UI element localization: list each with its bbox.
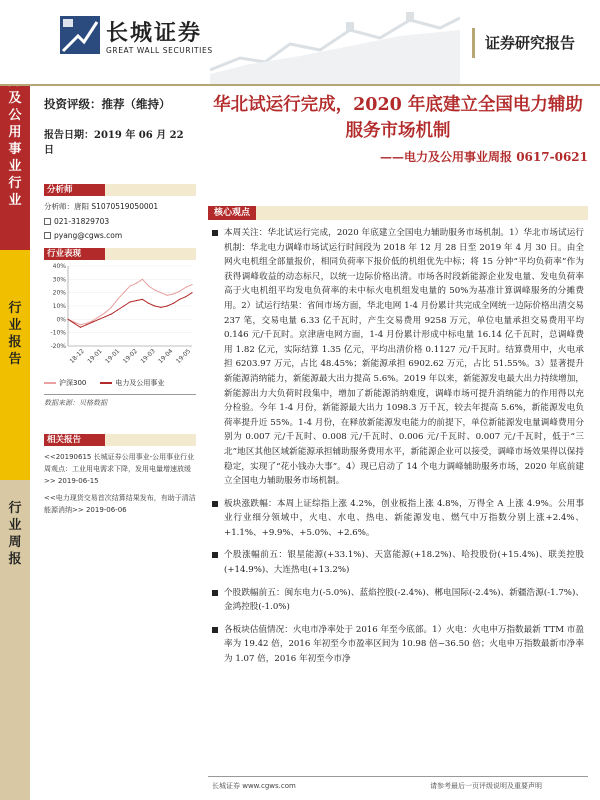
report-subtitle: ——电力及公用事业周报 0617-0621 xyxy=(380,150,588,164)
related-report-link[interactable]: <<20190615 长城证券公用事业-公用事业行业周观点：工业用电需求下降，发用电量增速放缓>> 2019-06-15 xyxy=(44,453,195,485)
y-tick-label: -20% xyxy=(50,343,66,350)
data-point xyxy=(123,292,124,293)
x-tick-label: 19-01 xyxy=(103,347,122,365)
data-point xyxy=(136,283,137,284)
data-point xyxy=(117,309,118,310)
band-char: 行 xyxy=(8,501,22,516)
y-tick-label: 40% xyxy=(52,263,66,270)
paragraph-top-gainers xyxy=(212,548,584,577)
great-wall-illustration xyxy=(210,0,460,84)
band-report-label xyxy=(0,300,30,368)
sidebar xyxy=(44,92,196,516)
analyst-section-header: 分析师 xyxy=(44,184,196,196)
data-point xyxy=(111,307,112,308)
data-point xyxy=(160,292,161,293)
footer-disclaimer: 请参考最后一页评级说明及重要声明 xyxy=(430,782,542,790)
data-point xyxy=(98,316,99,317)
x-tick-label: 19-03 xyxy=(139,347,157,365)
y-tick-label: 0% xyxy=(56,316,66,324)
series-line-utilities xyxy=(68,293,192,328)
data-point xyxy=(136,300,137,301)
band-char: 业 xyxy=(8,193,22,208)
logo-icon xyxy=(60,16,100,54)
x-tick-label: 19-05 xyxy=(174,347,193,365)
band-char: 行 xyxy=(8,301,22,316)
report-type-label: 证券研究报告 xyxy=(472,28,582,58)
data-point xyxy=(123,305,124,306)
paragraph-weekly-focus xyxy=(212,226,584,489)
data-point xyxy=(129,301,130,302)
paragraph-text: 板块涨跌幅：本周上证综指上涨 4.2%，创业板指上涨 4.8%，万得全 A 上涨 4.9%。公用事业行业细分领域中，火电、水电、热电、新能源发电、燃气中万指数分别上涨+2.4%、+1.1%、+9.9%、+5.0%、+2.6%。 xyxy=(224,498,584,538)
chart-legend xyxy=(44,378,196,388)
analyst-name: 分析师：唐阳 S1070519050001 xyxy=(44,202,159,211)
legend-swatch-utilities xyxy=(100,382,112,384)
bullet-icon xyxy=(212,230,218,236)
analyst-email[interactable]: pyang@cgws.com xyxy=(54,231,123,240)
data-point xyxy=(86,323,87,324)
x-tick-label: 19-04 xyxy=(157,347,175,365)
band-char: 及 xyxy=(8,91,22,106)
analyst-phone-line xyxy=(44,217,196,226)
data-point xyxy=(154,305,155,306)
y-tick-label: 10% xyxy=(52,303,66,310)
data-point xyxy=(74,323,75,324)
paragraph-text: 本周关注：华北试运行完成，2020 年底建立全国电力辅助服务市场机制。1）华北市场试运行机制：华北电力调峰市场试运行时间段为 2018 年 12 月 28 日至 2019 年 4 月 30 日。由全网火电机组全部量报价，相同负荷率下报价低的机组优先中标；将 15 分钟“平均负荷率”作为获得调峰收益的动态标尺，以统一边际价格出清。市场各时段新能源企业发电量、发电负荷率高于火电机组平均发电负荷率的未中标火电机组发电量的 50%为基准计算调峰服务的分摊费用。2）试运行结果：省间市场方面，华北电网 1-4 月份累计共完成全网统一边际价格出清交易 237 笔，交易电量 6.33 亿千瓦时，产生交易费用 9258 万元，单位电量承担交易费用平均 0.146 元/千瓦时。京津唐电网方面，1-4 月份累计形成中标电量 16.14 亿千瓦时，总调峰费用 1.82 亿元，实际结算 1.35 亿元，平均出清价格 0.1127 元/千瓦时。结算费用中，火电承担 6203.97 万元，占比 48.45%；新能源承担 6902.62 万元，占比 51.55%。3）显著提升新能源消纳能力，新能源最大出力提高 5.6%。2019 年以来，新能源发电最大出力持续增加，新能源出力大负荷时段集中，增加了新能源消纳难度，调峰市场可提升消纳能力的作用得以充分检验。今年 1-4 月份，新能源最大出力 1098.3 万千瓦，较去年提高 5.6%，新能源发电负荷率提升近 55%。1-4 月份，在释放新能源发电能力的前提下，单位新能源发电量调峰费用分别为 0.007 元/千瓦时、0.008 元/千瓦时、0.006 元/千瓦时、0.007 元/千瓦时，低于“三北”地区其他区域新能源承担辅助服务费用水平，新能源企业可以接受，调峰市场效果得以保持稳定，实现了“花小钱办大事”。4）现已启动了 14 个电力调峰辅助服务市场，2020 年底前建立全国电力辅助服务市场机制。 xyxy=(224,228,584,487)
bullet-icon xyxy=(212,627,218,633)
bullet-icon xyxy=(212,552,218,558)
data-point xyxy=(185,296,186,297)
related-reports-section xyxy=(44,434,196,516)
y-tick-label: 30% xyxy=(52,276,66,284)
data-point xyxy=(67,319,68,320)
band-char: 用 xyxy=(8,125,22,140)
data-point xyxy=(86,324,87,325)
related-report-link[interactable]: <<电力现货交易首次结算结果发布，有助于清洁能源消纳>> 2019-06-06 xyxy=(44,494,196,514)
report-title: 华北试运行完成，2020 年底建立全国电力辅助服务市场机制 xyxy=(213,95,583,141)
core-view-label: 核心观点 xyxy=(208,206,256,220)
data-point xyxy=(98,319,99,320)
y-tick-label: 20% xyxy=(52,289,66,297)
bullet-icon xyxy=(212,590,218,596)
band-char: 业 xyxy=(8,159,22,174)
paragraph-text: 各板块估值情况：火电市净率处于 2016 年至今底部。1）火电：火电申万指数最新 TTM 市盈率为 19.42 倍，2016 年初至今市盈率区间为 10.98 倍~36.50 倍；火电申万指数最新市净率为 1.07 倍，2016 年初至今市净 xyxy=(224,624,584,665)
y-tick-label: -10% xyxy=(50,329,66,337)
paragraph-sector-change xyxy=(212,497,584,541)
data-point xyxy=(173,293,174,294)
performance-chart xyxy=(44,260,196,376)
legend-label-hs300: 沪深300 xyxy=(59,379,87,387)
header xyxy=(0,0,600,84)
data-point xyxy=(111,313,112,314)
data-point xyxy=(191,292,192,293)
band-char: 事 xyxy=(8,142,22,157)
data-point xyxy=(142,299,143,300)
chart-section-header: 行业表现 xyxy=(44,248,196,260)
x-tick-label: 18-12 xyxy=(68,347,86,365)
footer-divider xyxy=(208,776,588,777)
legend-swatch-hs300 xyxy=(44,382,56,384)
analyst-section xyxy=(44,184,196,240)
paragraph-top-losers xyxy=(212,586,584,615)
legend-label-utilities: 电力及公用事业 xyxy=(115,379,165,387)
band-char: 报 xyxy=(8,335,22,350)
data-point xyxy=(105,316,106,317)
logo-chinese: 长城证券 xyxy=(106,20,203,46)
data-point xyxy=(74,321,75,322)
performance-chart-svg xyxy=(44,260,196,376)
data-point xyxy=(92,321,93,322)
data-point xyxy=(80,324,81,325)
paragraph-text: 个股涨幅前五：银星能源(+33.1%)、天富能源(+18.2%)、哈投股份(+15.4%)、联美控股(+14.9%)、大连热电(+13.2%) xyxy=(224,550,584,576)
phone-icon xyxy=(44,218,51,225)
performance-chart-section xyxy=(44,248,196,408)
data-point xyxy=(117,299,118,300)
header-divider xyxy=(0,84,600,86)
report-date: 报告日期：2019 年 06 月 22 日 xyxy=(44,130,184,156)
band-char: 周 xyxy=(8,535,22,550)
logo-english: GREAT WALL SECURITIES xyxy=(106,46,213,55)
band-char: 业 xyxy=(8,318,22,333)
data-point xyxy=(179,291,180,292)
x-tick-label: 19-02 xyxy=(121,347,139,365)
chart-source: 数据来源：贝格数据 xyxy=(44,394,196,408)
data-point xyxy=(148,303,149,304)
data-point xyxy=(80,327,81,328)
data-point xyxy=(167,305,168,306)
footer-website[interactable]: 长城证券 www.cgws.com xyxy=(212,782,296,790)
data-point xyxy=(105,312,106,313)
email-icon xyxy=(44,232,51,239)
data-point xyxy=(129,285,130,286)
paragraph-text: 个股跌幅前五：闽东电力(-5.0%)、蓝焰控股(-2.4%)、郴电国际(-2.4%)、新疆浩源(-1.7%)、金鸿控股(-1.0%) xyxy=(224,587,584,613)
data-point xyxy=(92,320,93,321)
band-char: 报 xyxy=(8,552,22,567)
analyst-phone: 021-31829703 xyxy=(54,217,110,226)
vertical-band xyxy=(0,20,30,800)
data-point xyxy=(185,287,186,288)
data-point xyxy=(154,289,155,290)
data-point xyxy=(167,295,168,296)
data-point xyxy=(142,279,143,280)
band-char: 业 xyxy=(8,518,22,533)
legend-item-utilities xyxy=(100,378,164,388)
legend-item-hs300 xyxy=(44,378,86,388)
core-view-body xyxy=(212,226,584,667)
band-char: 公 xyxy=(8,108,22,123)
data-point xyxy=(173,303,174,304)
analyst-name-line xyxy=(44,201,196,212)
x-tick-label: 19-01 xyxy=(86,347,104,365)
paragraph-valuation xyxy=(212,623,584,667)
data-point xyxy=(179,299,180,300)
band-char: 告 xyxy=(8,352,22,367)
band-char: 行 xyxy=(8,176,22,191)
analyst-email-line xyxy=(44,231,196,240)
bullet-icon xyxy=(212,501,218,507)
related-section-header: 相关报告 xyxy=(44,434,196,446)
data-point xyxy=(191,284,192,285)
core-view-header xyxy=(208,206,588,220)
band-weekly-label xyxy=(0,500,30,568)
data-point xyxy=(148,285,149,286)
investment-rating: 投资评级：推荐（维持） xyxy=(44,97,171,111)
data-point xyxy=(160,307,161,308)
